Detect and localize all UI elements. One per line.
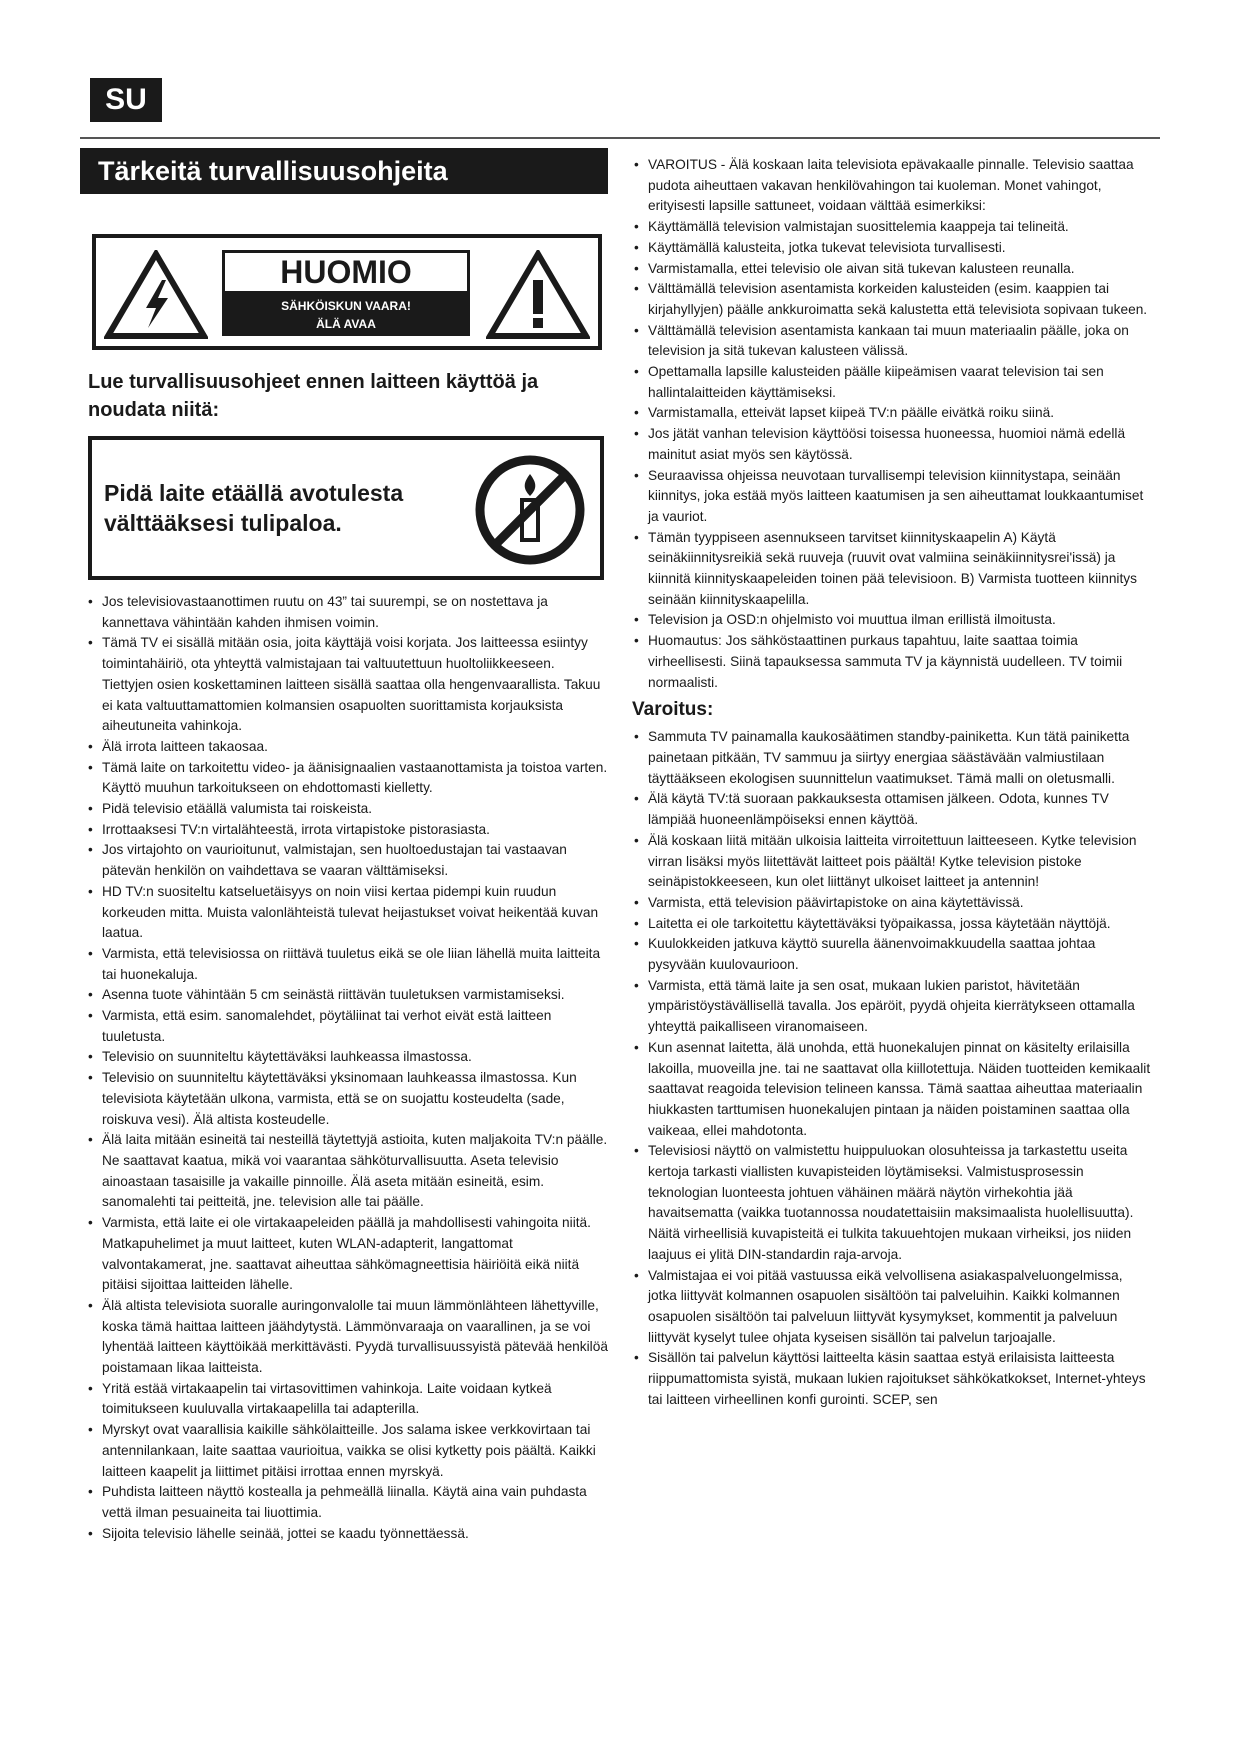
right-column — [632, 155, 1152, 1410]
list-item: • Seuraavissa ohjeissa neuvotaan turvallisempi television kiinnitystapa, seinään kiinnitys, joka estää myös laitteen kaatumisen ja sen aiheuttamat loukkaantumiset ja vauriot. — [632, 466, 1152, 528]
list-item: • Varmistamalla, ettei televisio ole aivan sitä tukevan kalusteen reunalla. — [632, 259, 1152, 280]
safety-bullets-right-bottom — [632, 727, 1152, 1410]
list-item: • Varmista, että televisiossa on riittävä tuuletus eikä se ole liian lähellä muita laitteita tai huonekaluja. — [86, 944, 608, 985]
list-item: • Puhdista laitteen näyttö kostealla ja pehmeällä liinalla. Käytä aina vain puhdasta vettä ilman pesuaineita tai liuottimia. — [86, 1482, 608, 1523]
list-item: • Pidä televisio etäällä valumista tai roiskeista. — [86, 799, 608, 820]
list-item: • Myrskyt ovat vaarallisia kaikille sähkölaitteille. Jos salama iskee verkkovirtaan tai antennilankaan, laite saattaa vaurioitua, vaikka se olisi kytketty pois päältä. Kaikki laitteen kaapelit ja liittimet pitäisi irrottaa ennen myrskyä. — [86, 1420, 608, 1482]
list-item: • Varmista, että esim. sanomalehdet, pöytäliinat tai verhot eivät estä laitteen tuuletusta. — [86, 1006, 608, 1047]
list-item: • Sijoita televisio lähelle seinää, jottei se kaadu työnnettäessä. — [86, 1524, 608, 1545]
list-item: • Varmista, että television päävirtapistoke on aina käytettävissä. — [632, 893, 1152, 914]
fire-warning-text: Pidä laite etäällä avotulesta välttääksesi tulipaloa. — [104, 480, 404, 536]
list-item: • Television ja OSD:n ohjelmisto voi muuttua ilman erillistä ilmoitusta. — [632, 610, 1152, 631]
list-item: • Varmistamalla, etteivät lapset kiipeä TV:n päälle eivätkä roiku siinä. — [632, 403, 1152, 424]
no-open-flame-icon — [474, 454, 586, 566]
list-item: • Televisio on suunniteltu käytettäväksi lauhkeassa ilmastossa. — [86, 1047, 608, 1068]
list-item: • VAROITUS - Älä koskaan laita televisiota epävakaalle pinnalle. Televisio saattaa pudota aiheuttaen vakavan henkilövahingon tai kuoleman. Monet vahingot, erityisesti lapsille sattuneet, voidaan välttää esimerkiksi: — [632, 155, 1152, 217]
list-item: • Valmistajaa ei voi pitää vastuussa eikä velvollisena asiakaspalveluongelmissa, jotka liittyvät kolmannen osapuolen sisältöön tai palveluihin. Kaikki kolmannen osapuolen sisältöön tai palveluun liittyvät kysymykset, kommentit ja palveluun liittyvät kyselyt tulee ohjata kyseisen sisällön tai palvelun tarjoajalle. — [632, 1266, 1152, 1349]
list-item: • Jos virtajohto on vaurioitunut, valmistajan, sen huoltoedustajan tai vastaavan pätevän henkilön on vaihdettava se vaaran välttämiseksi. — [86, 840, 608, 881]
list-item: • Älä koskaan liitä mitään ulkoisia laitteita virroitettuun laitteeseen. Kytke television virran lisäksi myös liitettävät laitteet pois päältä! Kytke television pistoke seinäpistokkeeseen, kun olet liittänyt ulkoiset laitteet ja antennin! — [632, 831, 1152, 893]
lightning-warning-icon — [104, 250, 208, 340]
list-item: • Varmista, että tämä laite ja sen osat, mukaan lukien paristot, hävitetään ympäristöystävällisellä tavalla. Jos epäröit, pyydä ohjeita kierrätykseen ottamalla yhteyttä paikalliseen viranomaiseen. — [632, 976, 1152, 1038]
list-item: • Älä käytä TV:tä suoraan pakkauksesta ottamisen jälkeen. Odota, kunnes TV lämpiää huoneenlämpöiseksi ennen käyttöä. — [632, 789, 1152, 830]
list-item: • Käyttämällä kalusteita, jotka tukevat televisiota turvallisesti. — [632, 238, 1152, 259]
list-item: • Välttämällä television asentamista korkeiden kalusteiden (esim. kaappien tai kirjahyllyjen) päälle ankkuroimatta sekä kalustetta että televisiota sopivaan tukeen. — [632, 279, 1152, 320]
section-title: Tärkeitä turvallisuusohjeita — [80, 148, 608, 194]
list-item: • Sammuta TV painamalla kaukosäätimen standby-painiketta. Kun tätä painiketta painetaan pitkään, TV sammuu ja siirtyy energiaa säästävään valmiustilaan täyttääkseen ekologisen suunnittelun vaatimukset. Tämä malli on oletusmalli. — [632, 727, 1152, 789]
list-item: • Käyttämällä television valmistajan suosittelemia kaappeja tai telineitä. — [632, 217, 1152, 238]
exclamation-warning-icon — [486, 250, 590, 340]
list-item: • Tämän tyyppiseen asennukseen tarvitset kiinnityskaapelin A) Käytä seinäkiinnitysreikiä sekä ruuveja (ruuvit ovat valmiina seinäkiinnitysrei'issä) ja kiinnitä kiinnityskaapeleiden toinen pää televisioon. B) Varmista tuotteen kiinnitys seinään kiinnityskaapelilla. — [632, 528, 1152, 611]
list-item: • Varmista, että laite ei ole virtakaapeleiden päällä ja mahdollisesti vahingoita niitä. Matkapuhelimet ja muut laitteet, kuten WLAN-adapterit, langattomat valvontakamerat, jne. saattavat aiheuttaa sähkömagneettisia häiriöitä eikä niitä pitäisi sijoittaa laitteiden lähelle. — [86, 1213, 608, 1296]
list-item: • Jos jätät vanhan television käyttöösi toisessa huoneessa, huomioi nämä edellä mainitut asiat myös sen käytössä. — [632, 424, 1152, 465]
caution-title: HUOMIO — [222, 250, 470, 294]
left-column — [80, 148, 608, 1544]
list-item: • Tämä laite on tarkoitettu video- ja äänisignaalien vastaanottamista ja toistoa varten. Käyttö muuhun tarkoitukseen on ehdottomasti kielletty. — [86, 758, 608, 799]
caution-label — [92, 234, 602, 350]
caution-subtext — [222, 294, 470, 336]
list-item: • Yritä estää virtakaapelin tai virtasovittimen vahinkoja. Laite voidaan kytkeä toimitukseen kuuluvalla virtakaapelilla tai adapterilla. — [86, 1379, 608, 1420]
list-item: • Sisällön tai palvelun käyttösi laitteelta käsin saattaa estyä erilaisista laitteesta riippumattomista syistä, mukaan lukien rajoitukset sähkökatkokset, Internet-yhteys tai laitteen virheellinen konfi gurointi. SCEP, sen — [632, 1348, 1152, 1410]
caution-line-2: ÄLÄ AVAA — [316, 317, 376, 331]
caution-center — [222, 250, 470, 336]
list-item: • Irrottaaksesi TV:n virtalähteestä, irrota virtapistoke pistorasiasta. — [86, 820, 608, 841]
read-instructions-heading: Lue turvallisuusohjeet ennen laitteen käyttöä ja noudata niitä: — [88, 371, 539, 421]
list-item: • Jos televisiovastaanottimen ruutu on 43” tai suurempi, se on nostettava ja kannettava vähintään kahden ihmisen voimin. — [86, 592, 608, 633]
fire-warning-box — [88, 436, 604, 580]
list-item: • Huomautus: Jos sähköstaattinen purkaus tapahtuu, laite saattaa toimia virheellisesti. Siinä tapauksessa sammuta TV ja käynnistä uudelleen. TV toimii normaalisti. — [632, 631, 1152, 693]
list-item: • Kuulokkeiden jatkuva käyttö suurella äänenvoimakkuudella saattaa johtaa pysyvään kuulovaurioon. — [632, 934, 1152, 975]
warning-heading: Varoitus: — [632, 699, 714, 721]
language-tag: SU — [90, 78, 162, 122]
header-rule — [80, 137, 1160, 139]
caution-line-1: SÄHKÖISKUN VAARA! — [281, 299, 411, 313]
safety-bullets-right-top — [632, 155, 1152, 693]
list-item: • Televisio on suunniteltu käytettäväksi yksinomaan lauhkeassa ilmastossa. Kun televisiota käytetään ulkona, varmista, että se on suojattu kosteudelta (sade, roiskuva vesi). Älä altista kosteudelle. — [86, 1068, 608, 1130]
list-item: • Televisiosi näyttö on valmistettu huippuluokan olosuhteissa ja tarkastettu useita kertoja tarkasti viallisten kuvapisteiden löytämiseksi. Valmistusprosessin teknologian luonteesta johtuen vähäinen määrä näytön virhekohtia jää havaitsematta (vaikka tuotannossa noudatettaisiin maksimaalista huolellisuutta). Näitä virheellisiä kuvapisteitä ei tulkita takuuehtojen mukaan virheiksi, jos niiden laajuus ei ylitä DIN-standardin raja-arvoja. — [632, 1141, 1152, 1265]
list-item: • Välttämällä television asentamista kankaan tai muun materiaalin päälle, joka on television ja sitä tukevan kalusteen välissä. — [632, 321, 1152, 362]
list-item: • HD TV:n suositeltu katseluetäisyys on noin viisi kertaa pidempi kuin ruudun korkeuden mitta. Muista valonlähteistä tulevat heijastukset voivat heikentää kuvan laatua. — [86, 882, 608, 944]
list-item: • Älä laita mitään esineitä tai nesteillä täytettyjä astioita, kuten maljakoita TV:n päälle. Ne saattavat kaatua, mikä voi vaarantaa sähköturvallisuutta. Aseta televisio ainoastaan tasaisille ja vakaille pinnoille. Älä aseta mitään esineitä, esim. sanomalehti tai peitteitä, jne. television alle tai päälle. — [86, 1130, 608, 1213]
list-item: • Opettamalla lapsille kalusteiden päälle kiipeämisen vaarat television tai sen hallintalaitteiden käyttämiseksi. — [632, 362, 1152, 403]
safety-bullets-left — [86, 592, 608, 1544]
list-item: • Älä irrota laitteen takaosaa. — [86, 737, 608, 758]
list-item: • Laitetta ei ole tarkoitettu käytettäväksi työpaikassa, jossa käytetään näyttöjä. — [632, 914, 1152, 935]
list-item: • Älä altista televisiota suoralle auringonvalolle tai muun lämmönlähteen lähettyville, koska tämä haittaa laitteen jäähdytystä. Lämmönvaraaja on vaarallinen, ja se voi lyhentää laitteen käyttöikää merkittävästi. Pyydä turvallisuussyistä pätevää henkilöä poistamaan likaa laitteista. — [86, 1296, 608, 1379]
list-item: • Tämä TV ei sisällä mitään osia, joita käyttäjä voisi korjata. Jos laitteessa esiintyy toimintahäiriö, ota yhteyttä valmistajaan tai valtuutettuun huoltoliikkeeseen. Tiettyjen osien koskettaminen laitteen sisällä saattaa olla hengenvaarallista. Takuu ei kata valtuuttamattomien kolmansien osapuolten suorittamista korjauksista aiheutuneita vahinkoja. — [86, 633, 608, 737]
list-item: • Kun asennat laitetta, älä unohda, että huonekalujen pinnat on käsitelty erilaisilla lakoilla, muoveilla jne. tai ne saattavat olla kiillotettuja. Näiden tuotteiden kemikaalit saattavat reagoida television telineen kanssa. Tämä saattaa aiheuttaa materiaalin hiukkasten tarttumisen huonekalujen pintaan ja näiden poistaminen saattaa olla vaikeaa, ellei mahdotonta. — [632, 1038, 1152, 1142]
list-item: • Asenna tuote vähintään 5 cm seinästä riittävän tuuletuksen varmistamiseksi. — [86, 985, 608, 1006]
